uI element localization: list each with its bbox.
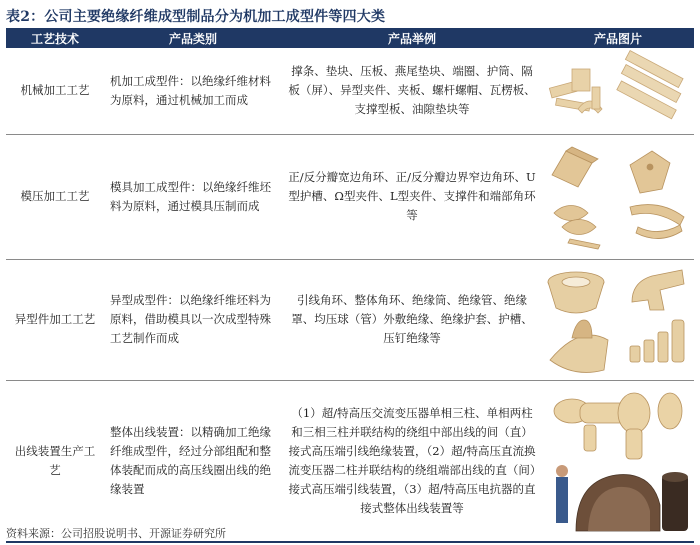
table-row [6,48,694,134]
row-tech: 异型件加工工艺 [6,259,104,380]
row-image [542,259,694,380]
table-row [6,259,694,380]
table-row [6,134,694,259]
header-category: 产品类别 [104,28,282,48]
header-examples: 产品举例 [282,28,542,48]
row-category: 机加工成型件：以绝缘纤维材料为原料，通过机械加工而成 [104,48,282,134]
source-note: 资料来源：公司招股说明书、开源证券研究所 [6,527,226,540]
row-category: 异型成型件：以绝缘纤维坯料为原料，借助模具以一次成型特殊工艺制作而成 [104,259,282,380]
row-image [542,380,694,542]
outlet-device-image [542,381,694,541]
header-tech: 工艺技术 [6,28,104,48]
row-examples: 引线角环、整体角环、绝缘筒、绝缘管、绝缘罩、均压球（管）外敷绝缘、绝缘护套、护槽、压钉绝缘等 [282,259,542,380]
row-tech: 机械加工工艺 [6,48,104,134]
table-row [6,380,694,542]
table-title: 表2：公司主要绝缘纤维成型制品分为机加工成型件等四大类 [6,9,386,25]
row-examples: 正/反分瓣宽边角环、正/反分瓣边界窄边角环、U型护槽、Ω型夹件、L型夹件、支撑件和端部角环等 [282,134,542,259]
row-examples: 撑条、垫块、压板、燕尾垫块、端圈、护筒、隔板（屏）、异型夹件、夹板、螺杆螺帽、瓦楞板、支撑型板、油隙垫块等 [282,48,542,134]
row-category: 整体出线装置：以精确加工绝缘纤维成型件，经过分部组配和整体装配而成的高压线圈出线的绝缘装置 [104,380,282,542]
special-shaped-parts-image [542,260,694,379]
row-tech: 模压加工工艺 [6,134,104,259]
molded-parts-image [542,135,694,258]
header-image: 产品图片 [542,28,694,48]
row-tech: 出线装置生产工艺 [6,380,104,542]
row-examples: （1）超/特高压交流变压器单相三柱、单相两柱和三相三柱并联结构的绕组中部出线的间（直）接式高压端引线绝缘装置，（2）超/特高压直流换流变压器二柱并联结构的绕组端部出线的直（间）接式高压端引线装置，（3）超/特高压电抗器的直接式整体出线装置等 [282,380,542,542]
table-header-row [6,28,694,48]
product-table [6,28,694,543]
row-category: 模具加工成型件：以绝缘纤维坯料为原料，通过模具压制而成 [104,134,282,259]
row-image [542,134,694,259]
machined-parts-image [542,49,694,133]
row-image [542,48,694,134]
